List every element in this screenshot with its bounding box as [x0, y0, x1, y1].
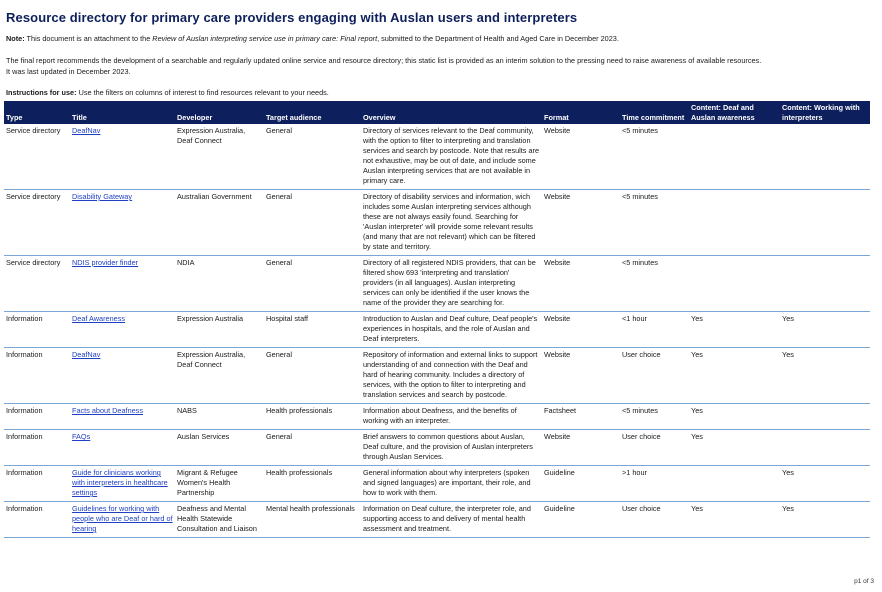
page-indicator: p1 of 3 [854, 578, 874, 585]
time-cell: User choice [620, 430, 689, 466]
resource-title-link[interactable]: FAQs [72, 432, 91, 441]
deaf-awareness-cell [689, 466, 780, 502]
resource-title-link[interactable]: NDIS provider finder [72, 258, 139, 267]
title-cell [70, 404, 175, 430]
overview-cell: Directory of services relevant to the Deaf community, with the option to filter to interpreting and translation services and search by postcode. Note that results are not exhaustive, may be out of date, and include some Auslan interpreting services that are not available in primary care. [361, 124, 542, 190]
time-cell: <5 minutes [620, 404, 689, 430]
interpreters-cell: Yes [780, 312, 870, 348]
header-format[interactable]: Format [542, 101, 620, 124]
instructions-text: Use the filters on columns of interest to find resources relevant to your needs. [76, 88, 329, 97]
deaf-awareness-cell: Yes [689, 502, 780, 538]
time-cell: User choice [620, 502, 689, 538]
table-row [4, 312, 870, 348]
format-cell: Website [542, 124, 620, 190]
format-cell: Website [542, 190, 620, 256]
header-working-with-interpreters[interactable]: Content: Working with interpreters [780, 101, 870, 124]
developer-cell: Expression Australia [175, 312, 264, 348]
resource-title-link[interactable]: DeafNav [72, 126, 101, 135]
time-cell: <5 minutes [620, 124, 689, 190]
header-overview[interactable]: Overview [361, 101, 542, 124]
overview-cell: Directory of all registered NDIS providers, that can be filtered show 693 'interpreting and translation' providers (in all languages). Auslan interpreting services can only be identified if the user knows the name of the provider they are searching for. [361, 256, 542, 312]
time-cell: <1 hour [620, 312, 689, 348]
type-cell: Information [4, 404, 70, 430]
time-cell: >1 hour [620, 466, 689, 502]
developer-cell: Expression Australia, Deaf Connect [175, 124, 264, 190]
audience-cell: General [264, 124, 361, 190]
audience-cell: General [264, 190, 361, 256]
table-row [4, 190, 870, 256]
audience-cell: Hospital staff [264, 312, 361, 348]
title-cell [70, 466, 175, 502]
note-paragraph [6, 34, 619, 45]
resource-title-link[interactable]: Facts about Deafness [72, 406, 143, 415]
audience-cell: General [264, 256, 361, 312]
developer-cell: Deafness and Mental Health Statewide Consultation and Liaison [175, 502, 264, 538]
type-cell: Service directory [4, 190, 70, 256]
type-cell: Service directory [4, 256, 70, 312]
table-body [4, 124, 870, 538]
format-cell: Website [542, 312, 620, 348]
interpreters-cell [780, 256, 870, 312]
resource-table [4, 101, 870, 538]
title-cell [70, 430, 175, 466]
table-row [4, 348, 870, 404]
time-cell: <5 minutes [620, 190, 689, 256]
format-cell: Guideline [542, 466, 620, 502]
header-time-commitment[interactable]: Time commitment [620, 101, 689, 124]
table-row [4, 502, 870, 538]
title-cell [70, 502, 175, 538]
time-cell: <5 minutes [620, 256, 689, 312]
resource-title-link[interactable]: DeafNav [72, 350, 101, 359]
instructions-label: Instructions for use: [6, 88, 77, 97]
developer-cell: Australian Government [175, 190, 264, 256]
table-row [4, 404, 870, 430]
format-cell: Guideline [542, 502, 620, 538]
title-cell [70, 256, 175, 312]
header-target-audience[interactable]: Target audience [264, 101, 361, 124]
table-row [4, 466, 870, 502]
type-cell: Information [4, 312, 70, 348]
instructions-paragraph [6, 88, 329, 99]
table-row [4, 256, 870, 312]
header-type[interactable]: Type [4, 101, 70, 124]
document-title: Resource directory for primary care providers engaging with Auslan users and interpreters [6, 10, 578, 25]
title-cell [70, 124, 175, 190]
interpreters-cell: Yes [780, 348, 870, 404]
interpreters-cell [780, 190, 870, 256]
deaf-awareness-cell [689, 190, 780, 256]
audience-cell: Health professionals [264, 466, 361, 502]
time-cell: User choice [620, 348, 689, 404]
format-cell: Website [542, 256, 620, 312]
interpreters-cell [780, 430, 870, 466]
intro-line-2: It was last updated in December 2023. [6, 67, 131, 76]
header-developer[interactable]: Developer [175, 101, 264, 124]
header-title[interactable]: Title [70, 101, 175, 124]
developer-cell: NABS [175, 404, 264, 430]
header-deaf-awareness[interactable]: Content: Deaf and Auslan awareness [689, 101, 780, 124]
overview-cell: Repository of information and external links to support understanding of and connection with the Deaf and hard of hearing community. Includes a directory of services, with the option to filter to interpreting and translation services and search by postcode. [361, 348, 542, 404]
intro-line-1: The final report recommends the development of a searchable and regularly updated online service and resource directory; this static list is provided as an interim solution to the pressing need to raise awareness of available resources. [6, 56, 762, 65]
note-label: Note: [6, 34, 25, 43]
overview-cell: Introduction to Auslan and Deaf culture, Deaf people's experiences in hospitals, and the role of Auslan and Deaf interpreters. [361, 312, 542, 348]
format-cell: Website [542, 430, 620, 466]
title-cell [70, 348, 175, 404]
audience-cell: Mental health professionals [264, 502, 361, 538]
type-cell: Information [4, 502, 70, 538]
type-cell: Information [4, 430, 70, 466]
note-text-after: , submitted to the Department of Health and Aged Care in December 2023. [377, 34, 619, 43]
resource-title-link[interactable]: Guidelines for working with people who are Deaf or hard of hearing [72, 504, 173, 533]
interpreters-cell [780, 404, 870, 430]
overview-cell: Brief answers to common questions about Auslan, Deaf culture, and the provision of Auslan interpreters through Auslan Services. [361, 430, 542, 466]
overview-cell: Information on Deaf culture, the interpreter role, and supporting access to and delivery of mental health assessment and treatment. [361, 502, 542, 538]
deaf-awareness-cell: Yes [689, 430, 780, 466]
deaf-awareness-cell: Yes [689, 404, 780, 430]
title-cell [70, 312, 175, 348]
deaf-awareness-cell [689, 256, 780, 312]
table-row [4, 430, 870, 466]
developer-cell: Expression Australia, Deaf Connect [175, 348, 264, 404]
deaf-awareness-cell: Yes [689, 348, 780, 404]
note-text-before: This document is an attachment to the [24, 34, 153, 43]
deaf-awareness-cell: Yes [689, 312, 780, 348]
audience-cell: Health professionals [264, 404, 361, 430]
overview-cell: General information about why interpreters (spoken and signed languages) are important, their role, and how to work with them. [361, 466, 542, 502]
type-cell: Service directory [4, 124, 70, 190]
resource-title-link[interactable]: Guide for clinicians working with interpreters in healthcare settings [72, 468, 168, 497]
format-cell: Website [542, 348, 620, 404]
audience-cell: General [264, 348, 361, 404]
deaf-awareness-cell [689, 124, 780, 190]
resource-title-link[interactable]: Deaf Awareness [72, 314, 126, 323]
audience-cell: General [264, 430, 361, 466]
developer-cell: NDIA [175, 256, 264, 312]
report-title: Review of Auslan interpreting service use in primary care: Final report [152, 34, 378, 43]
type-cell: Information [4, 348, 70, 404]
interpreters-cell [780, 124, 870, 190]
type-cell: Information [4, 466, 70, 502]
interpreters-cell: Yes [780, 466, 870, 502]
table-header-row [4, 101, 870, 124]
overview-cell: Directory of disability services and information, wich includes some Auslan interpreting services although these are not always easily found. Searching for 'Auslan interpreter' will provide some relevant results (and many that are not relevant) which can be filtered by state and territory. [361, 190, 542, 256]
format-cell: Factsheet [542, 404, 620, 430]
overview-cell: Information about Deafness, and the benefits of working with an interpreter. [361, 404, 542, 430]
table-row [4, 124, 870, 190]
developer-cell: Migrant & Refugee Women's Health Partnership [175, 466, 264, 502]
title-cell [70, 190, 175, 256]
resource-title-link[interactable]: Disability Gateway [72, 192, 133, 201]
developer-cell: Auslan Services [175, 430, 264, 466]
interpreters-cell: Yes [780, 502, 870, 538]
